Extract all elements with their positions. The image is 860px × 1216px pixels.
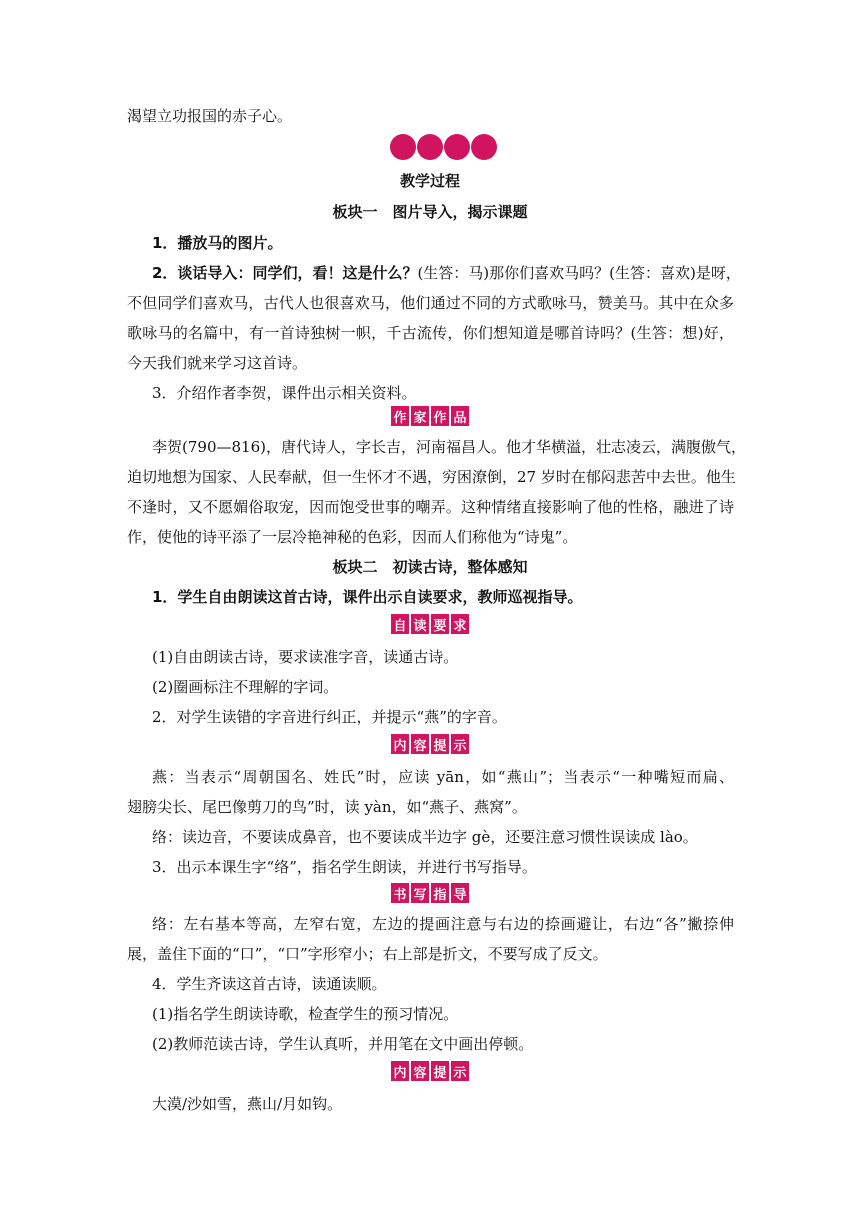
text-line: 2．对学生读错的字音进行纠正，并提示“燕”的字音。 — [152, 708, 507, 726]
banner-char: 自 — [391, 614, 409, 634]
banner-char: 内 — [391, 734, 409, 754]
text-line: 作，使他的诗平添了一层冷艳神秘的色彩，因而人们称他为“诗鬼”。 — [127, 528, 578, 546]
banner-char: 内 — [391, 1061, 409, 1081]
text-line: 展，盖住下面的“口”，“口”字形窄小；右上部是折文，不要写成了反文。 — [127, 945, 608, 963]
text-line: (2)教师范读古诗，学生认真听，并用笔在文中画出停顿。 — [152, 1035, 534, 1053]
text-line: (1)自由朗读古诗，要求读准字音，读通古诗。 — [152, 648, 459, 666]
text-line: 1．播放马的图片。 — [152, 234, 283, 252]
banner-char: 家 — [411, 406, 429, 426]
author-works-banner — [0, 406, 860, 426]
text-line: 燕：当表示“周朝国名、姓氏”时，应读 yān，如“燕山”；当表示“一种嘴短而扁、 — [152, 768, 734, 786]
banner-char: 品 — [451, 406, 469, 426]
banner-char: 读 — [411, 614, 429, 634]
text-line: 渴望立功报国的赤子心。 — [127, 107, 293, 125]
banner-char: 导 — [451, 883, 469, 903]
banner-char: 书 — [391, 883, 409, 903]
text-line: 络：左右基本等高，左窄右宽，左边的提画注意与右边的捺画避让，右边“各”撇捺伸 — [152, 915, 734, 933]
text-line: 2．谈话导入：同学们，看！这是什么？(生答：马)那你们喜欢马吗？(生答：喜欢)是呀， — [152, 264, 741, 282]
text-line: 3．出示本课生字“络”，指名学生朗读，并进行书写指导。 — [152, 858, 537, 876]
content-tip-banner — [0, 734, 860, 754]
text-line: (1)指名学生朗读诗歌，检查学生的预习情况。 — [152, 1005, 459, 1023]
banner-char: 示 — [451, 1061, 469, 1081]
banner-char: 求 — [451, 614, 469, 634]
banner-char: 提 — [431, 1061, 449, 1081]
text-line: 不逢时，又不愿媚俗取宠，因而饱受世事的嘲弄。这种情绪直接影响了他的性格，融进了诗 — [127, 498, 734, 516]
banner-char: 指 — [431, 883, 449, 903]
text-line: 络：读边音，不要读成鼻音，也不要读成半边字 gè，还要注意习惯性误读成 lào。 — [152, 828, 698, 846]
section-title: 教学过程 — [399, 172, 460, 190]
writing-guide-banner — [0, 883, 860, 903]
text-line: 不但同学们喜欢马，古代人也很喜欢马，他们通过不同的方式歌咏马，赞美马。其中在众多 — [127, 294, 734, 312]
banner-char: 要 — [431, 614, 449, 634]
text-line: (2)圈画标注不理解的字词。 — [152, 678, 339, 696]
text-line: 今天我们就来学习这首诗。 — [127, 354, 308, 372]
text-line: 3．介绍作者李贺，课件出示相关资料。 — [152, 384, 417, 402]
banner-char: 容 — [411, 734, 429, 754]
banner-char: 提 — [431, 734, 449, 754]
content-tip-banner-2 — [0, 1061, 860, 1081]
banner-char: 示 — [451, 734, 469, 754]
block-heading-2: 板块二 初读古诗，整体感知 — [332, 558, 528, 576]
banner-char: 作 — [431, 406, 449, 426]
reading-requirements-banner — [0, 614, 860, 634]
text-line: 大漠/沙如雪，燕山/月如钩。 — [152, 1095, 343, 1113]
text-line: 4．学生齐读这首古诗，读通读顺。 — [152, 975, 387, 993]
banner-char: 容 — [411, 1061, 429, 1081]
block-heading-1: 板块一 图片导入，揭示课题 — [332, 203, 528, 221]
banner-char: 作 — [391, 406, 409, 426]
text-line: 翅膀尖长、尾巴像剪刀的鸟”时，读 yàn，如“燕子、燕窝”。 — [127, 798, 527, 816]
text-line: 迫切地想为国家、人民奉献，但一生怀才不遇，穷困潦倒，27 岁时在郁闷悲苦中去世。他生 — [127, 468, 736, 486]
text-line: 李贺(790—816)，唐代诗人，字长吉，河南福昌人。他才华横溢，壮志凌云，满腹傲气， — [152, 438, 746, 456]
banner-char: 写 — [411, 883, 429, 903]
section-badge-icon — [389, 133, 499, 161]
text-line: 歌咏马的名篇中，有一首诗独树一帜，千古流传，你们想知道是哪首诗吗？(生答：想)好， — [127, 324, 734, 342]
text-line: 1．学生自由朗读这首古诗，课件出示自读要求，教师巡视指导。 — [152, 588, 583, 606]
